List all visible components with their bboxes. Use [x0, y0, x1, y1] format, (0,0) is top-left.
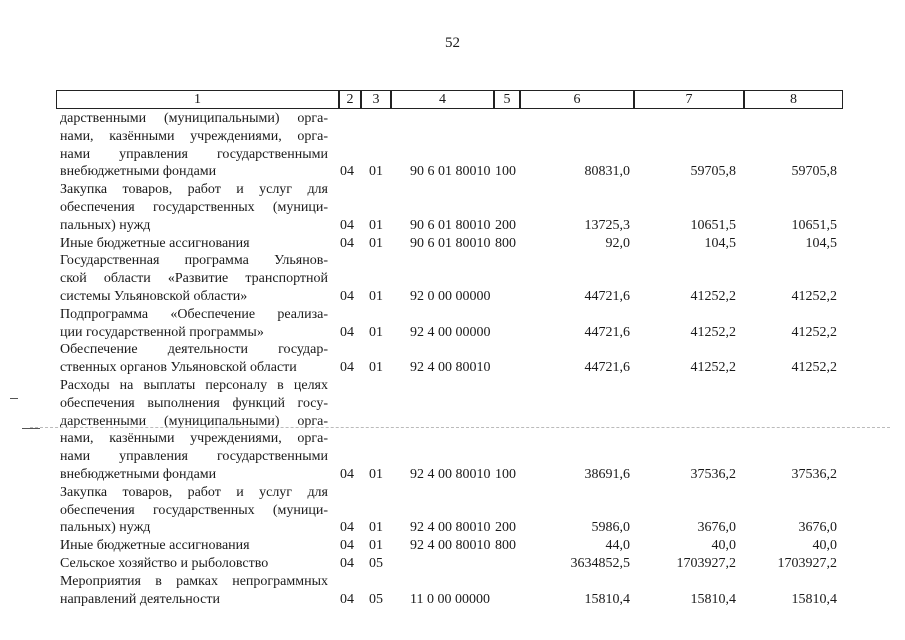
section-code: 04	[340, 164, 354, 180]
description-line: Иные бюджетные ассигнования	[60, 538, 250, 554]
row-description	[60, 377, 328, 484]
table-row	[60, 377, 850, 484]
column-header-5: 5	[494, 90, 520, 109]
amount-col-6: 44,0	[605, 538, 630, 554]
expense-type-code: 200	[495, 217, 516, 233]
amount-col-6: 44721,6	[584, 288, 630, 304]
row-description	[60, 537, 328, 555]
amount-col-7: 37536,2	[690, 466, 736, 482]
subsection-code: 01	[369, 360, 383, 376]
amount-col-8: 104,5	[805, 235, 837, 251]
table-row	[60, 573, 850, 609]
expense-type-code: 100	[495, 466, 516, 482]
amount-col-6: 92,0	[605, 235, 630, 251]
table-row	[60, 235, 850, 253]
description-line: Мероприятия в рамках непрограммных	[60, 573, 328, 589]
description-line: системы Ульяновской области»	[60, 288, 248, 304]
amount-col-6: 5986,0	[591, 520, 630, 536]
row-description	[60, 555, 328, 573]
description-line: дарственными (муниципальными) орга-	[60, 413, 328, 429]
scan-artifact-mark	[22, 428, 40, 429]
row-description	[60, 573, 328, 609]
row-description	[60, 252, 328, 305]
section-code: 04	[340, 555, 354, 571]
amount-col-7: 1703927,2	[676, 555, 736, 571]
amount-col-8: 37536,2	[791, 466, 837, 482]
amount-col-6: 80831,0	[584, 164, 630, 180]
description-line: пальных) нужд	[60, 217, 151, 233]
description-line: нами управления государственными	[60, 146, 328, 162]
section-code: 04	[340, 591, 354, 607]
amount-col-8: 41252,2	[791, 288, 837, 304]
description-line: внебюджетными фондами	[60, 466, 217, 482]
description-line: Подпрограмма «Обеспечение реализа-	[60, 306, 328, 322]
amount-col-7: 59705,8	[690, 164, 736, 180]
description-line: обеспечения государственных (муници-	[60, 199, 328, 215]
amount-col-8: 59705,8	[791, 164, 837, 180]
description-line: нами, казёнными учреждениями, орга-	[60, 431, 328, 447]
scan-artifact-mark	[10, 398, 18, 399]
amount-col-6: 3634852,5	[570, 555, 630, 571]
subsection-code: 01	[369, 538, 383, 554]
section-code: 04	[340, 235, 354, 251]
column-header-3: 3	[361, 90, 391, 109]
description-line: внебюджетными фондами	[60, 164, 217, 180]
subsection-code: 01	[369, 164, 383, 180]
amount-col-8: 1703927,2	[777, 555, 837, 571]
column-header-7: 7	[634, 90, 744, 109]
description-line: пальных) нужд	[60, 520, 151, 536]
subsection-code: 01	[369, 324, 383, 340]
section-code: 04	[340, 466, 354, 482]
amount-col-7: 10651,5	[690, 217, 736, 233]
subsection-code: 01	[369, 288, 383, 304]
amount-col-8: 41252,2	[791, 324, 837, 340]
row-description	[60, 181, 328, 234]
table-row	[60, 555, 850, 573]
amount-col-7: 104,5	[704, 235, 736, 251]
scan-artifact-dashes	[30, 427, 890, 428]
expense-type-code: 200	[495, 520, 516, 536]
section-code: 04	[340, 288, 354, 304]
amount-col-7: 40,0	[711, 538, 736, 554]
description-line: ственных органов Ульяновской области	[60, 360, 297, 376]
target-article-code: 92 4 00 80010	[410, 520, 491, 536]
subsection-code: 01	[369, 466, 383, 482]
target-article-code: 92 4 00 80010	[410, 466, 491, 482]
amount-col-8: 10651,5	[791, 217, 837, 233]
target-article-code: 92 0 00 00000	[410, 288, 491, 304]
description-line: Обеспечение деятельности государ-	[60, 342, 328, 358]
amount-col-8: 41252,2	[791, 360, 837, 376]
column-header-6: 6	[520, 90, 634, 109]
table-row	[60, 306, 850, 342]
target-article-code: 92 4 00 80010	[410, 538, 491, 554]
target-article-code: 92 4 00 00000	[410, 324, 491, 340]
expense-type-code: 100	[495, 164, 516, 180]
amount-col-7: 41252,2	[690, 288, 736, 304]
amount-col-6: 13725,3	[584, 217, 630, 233]
column-header-1: 1	[56, 90, 339, 109]
row-description	[60, 484, 328, 537]
description-line: Сельское хозяйство и рыболовство	[60, 555, 269, 571]
expense-type-code: 800	[495, 235, 516, 251]
description-line: нами управления государственными	[60, 449, 328, 465]
expense-type-code: 800	[495, 538, 516, 554]
subsection-code: 05	[369, 555, 383, 571]
description-line: ции государственной программы»	[60, 324, 264, 340]
subsection-code: 01	[369, 520, 383, 536]
description-line: обеспечения выполнения функций госу-	[60, 395, 328, 411]
description-line: ской области «Развитие транспортной	[60, 271, 328, 287]
row-description	[60, 306, 328, 342]
row-description	[60, 110, 328, 181]
column-header-2: 2	[339, 90, 361, 109]
section-code: 04	[340, 217, 354, 233]
table-row	[60, 537, 850, 555]
subsection-code: 01	[369, 235, 383, 251]
amount-col-7: 3676,0	[697, 520, 736, 536]
description-line: Закупка товаров, работ и услуг для	[60, 484, 328, 500]
row-description	[60, 235, 328, 253]
column-header-4: 4	[391, 90, 494, 109]
amount-col-8: 15810,4	[791, 591, 837, 607]
table-row	[60, 181, 850, 234]
target-article-code: 90 6 01 80010	[410, 164, 491, 180]
table-row	[60, 110, 850, 181]
amount-col-6: 44721,6	[584, 360, 630, 376]
target-article-code: 92 4 00 80010	[410, 360, 491, 376]
amount-col-8: 3676,0	[798, 520, 837, 536]
section-code: 04	[340, 324, 354, 340]
subsection-code: 05	[369, 591, 383, 607]
row-description	[60, 341, 328, 377]
section-code: 04	[340, 360, 354, 376]
page-number: 52	[445, 35, 460, 51]
section-code: 04	[340, 538, 354, 554]
description-line: Закупка товаров, работ и услуг для	[60, 182, 328, 198]
table-row	[60, 341, 850, 377]
budget-table-body	[60, 110, 850, 608]
subsection-code: 01	[369, 217, 383, 233]
description-line: Иные бюджетные ассигнования	[60, 235, 250, 251]
amount-col-7: 41252,2	[690, 324, 736, 340]
target-article-code: 90 6 01 80010	[410, 235, 491, 251]
description-line: Государственная программа Ульянов-	[60, 253, 328, 269]
description-line: дарственными (муниципальными) орга-	[60, 111, 328, 126]
amount-col-6: 15810,4	[584, 591, 630, 607]
amount-col-6: 44721,6	[584, 324, 630, 340]
table-row	[60, 484, 850, 537]
description-line: направлений деятельности	[60, 591, 220, 607]
description-line: нами, казёнными учреждениями, орга-	[60, 128, 328, 144]
target-article-code: 90 6 01 80010	[410, 217, 491, 233]
amount-col-8: 40,0	[812, 538, 837, 554]
section-code: 04	[340, 520, 354, 536]
amount-col-6: 38691,6	[584, 466, 630, 482]
table-row	[60, 252, 850, 305]
description-line: Расходы на выплаты персоналу в целях	[60, 377, 328, 393]
amount-col-7: 41252,2	[690, 360, 736, 376]
target-article-code: 11 0 00 00000	[410, 591, 490, 607]
amount-col-7: 15810,4	[690, 591, 736, 607]
description-line: обеспечения государственных (муници-	[60, 502, 328, 518]
column-header-8: 8	[744, 90, 843, 109]
